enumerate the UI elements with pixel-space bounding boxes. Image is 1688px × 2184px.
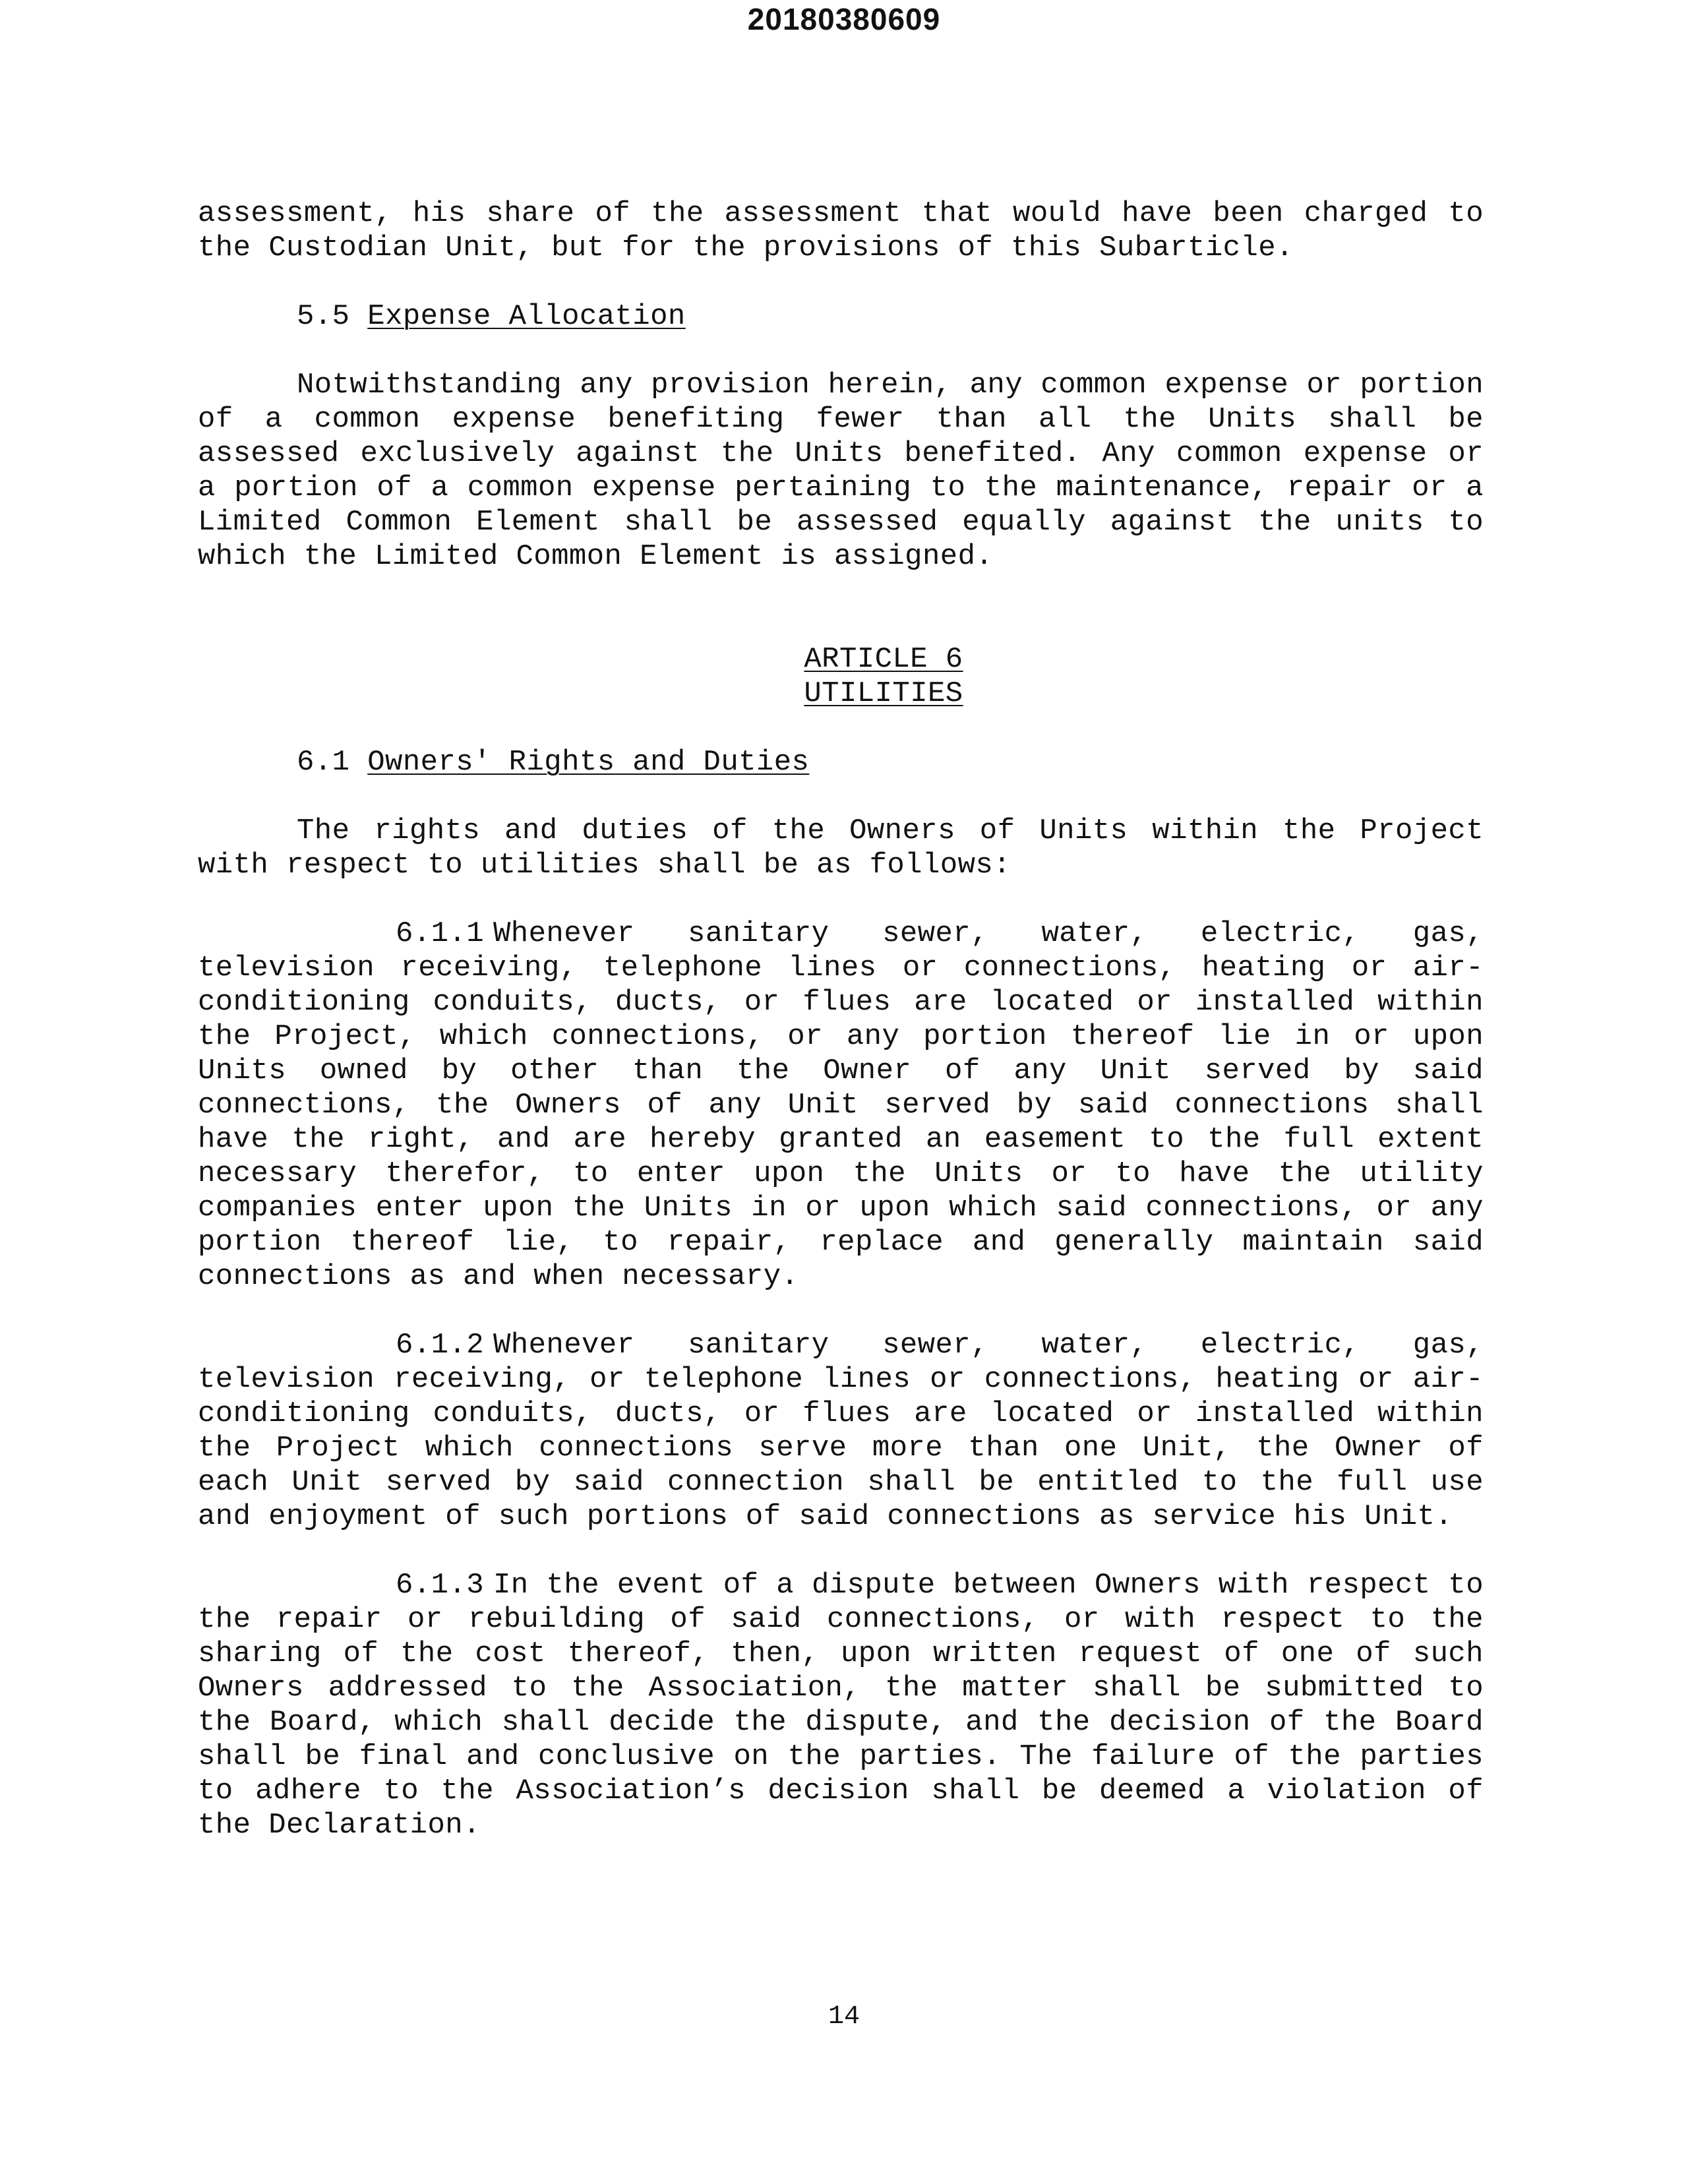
article-title-text: UTILITIES [804,677,963,710]
section-6-1-heading [198,745,1484,779]
article-label [198,642,1484,677]
subsection-text: In the event of a dispute between Owners with respect to the repair or rebuilding of said connections, or with respect to the sharing of the cost thereof, then, upon written request of one of such Owners addressed to the Association, the matter shall be submitted to the Board, which shall decide the dispute, and the decision of the Board shall be final and conclusive on the parties. The failure of the parties to adhere to the Association’s decision shall be deemed a violation of the Declaration. [198,1569,1484,1842]
section-number: 6.1 [297,746,350,779]
section-5-5-heading [198,299,1484,334]
subsection-number: 6.1.2 [396,1329,485,1362]
article-title [198,677,1484,711]
subsection-6-1-2 [198,1328,1484,1534]
document-body [198,197,1484,1842]
section-title: Expense Allocation [367,300,686,333]
document-number: 20180380609 [747,2,941,36]
subsection-text: Whenever sanitary sewer, water, electric, gas, television receiving, or telephone lines or connections, heating or air-conditioning conduits, ducts, or flues are located or installed within the Project which connections serve more than one Unit, the Owner of each Unit served by said connection shall be entitled to the full use and enjoyment of such portions of said connections as service his Unit. [198,1329,1484,1533]
subsection-number: 6.1.1 [396,917,485,950]
section-5-5-paragraph: Notwithstanding any provision herein, any common expense or portion of a common expense benefiting fewer than all the Units shall be assessed exclusively against the Units benefited. Any common expense or a portion of a common expense pertaining to the maintenance, repair or a Limited Common Element shall be assessed equally against the units to which the Limited Common Element is assigned. [198,369,1484,573]
subsection-text: Whenever sanitary sewer, water, electric, gas, television receiving, telephone lines or connections, heating or air-conditioning conduits, ducts, or flues are located or installed within the Project, which connections, or any portion thereof lie in or upon Units owned by other than the Owner of any Unit served by said connections, the Owners of any Unit served by said connections shall have the right, and are hereby granted an easement to the full extent necessary therefor, to enter upon the Units or to have the utility companies enter upon the Units in or upon which said connections, or any portion thereof lie, to repair, replace and generally maintain said connections as and when necessary. [198,917,1484,1293]
section-title: Owners' Rights and Duties [367,746,810,779]
page-number: 14 [828,2002,860,2032]
subsection-6-1-1 [198,917,1484,1294]
subsection-6-1-3 [198,1568,1484,1842]
continuation-paragraph: assessment, his share of the assessment that would have been charged to the Custodian Unit, but for the provisions of this Subarticle. [198,197,1484,264]
subsection-number: 6.1.3 [396,1569,485,1602]
section-6-1-intro: The rights and duties of the Owners of Units within the Project with respect to utilities shall be as follows: [198,814,1484,882]
section-number: 5.5 [297,300,350,333]
article-number: ARTICLE 6 [804,643,963,676]
